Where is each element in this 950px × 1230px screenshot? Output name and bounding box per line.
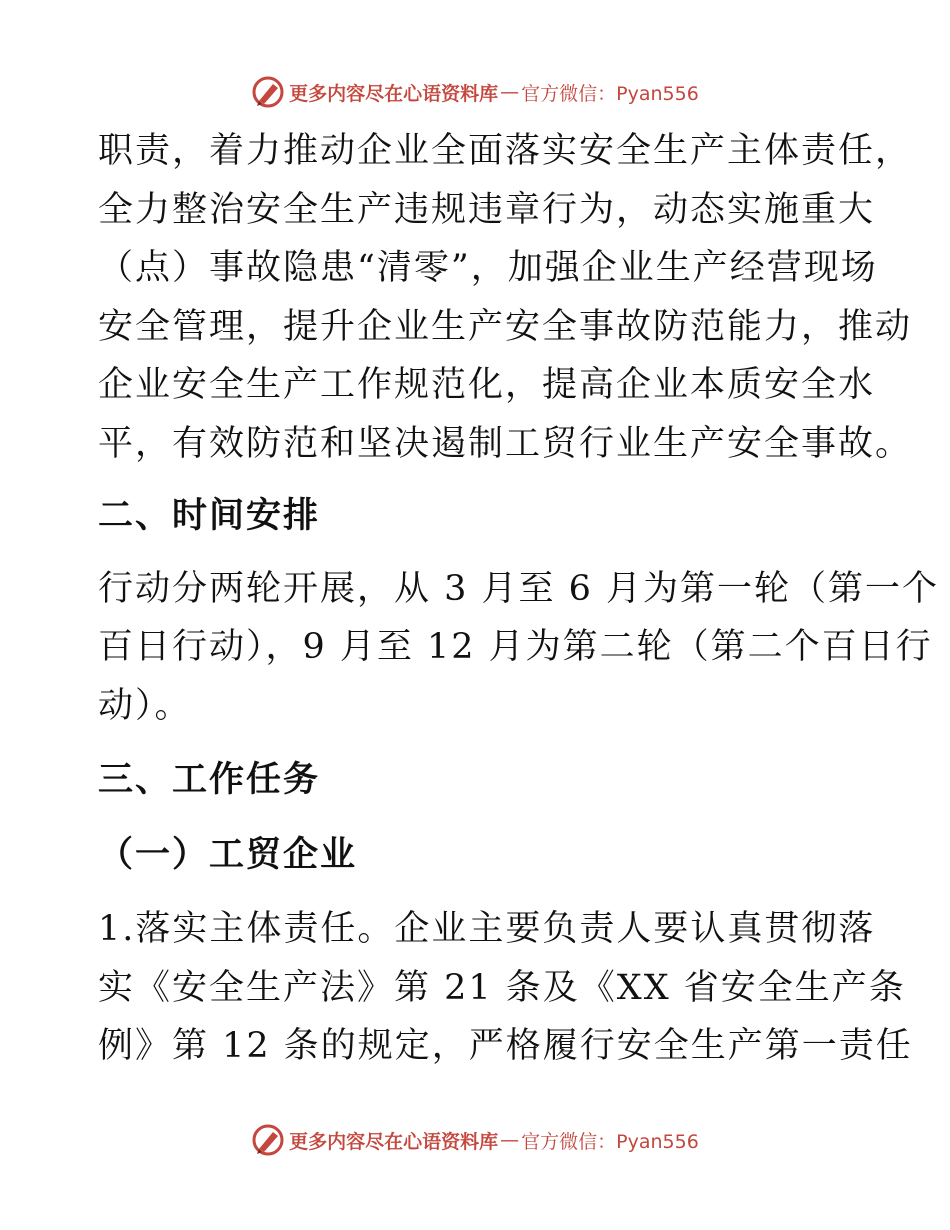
text-line: 动）。 [98,685,192,726]
text-line: 百日行动），9 月至 12 月为第二轮（第二个百日行 [98,627,933,667]
footer-watermark [0,1120,950,1160]
text-line: 全力整治安全生产违规违章行为，动态实施重大 [98,189,876,230]
text-line: 职责，着力推动企业全面落实安全生产主体责任， [98,131,913,171]
text-line: （点）事故隐患“清零”，加强企业生产经营现场 [98,248,878,288]
header-watermark [0,72,950,112]
subsection-heading-enterprises: （一）工贸企业 [98,833,358,875]
watermark-separator: — [500,81,520,103]
text-line: 实《安全生产法》第 21 条及《XX 省安全生产条 [98,967,906,1008]
text-line: 1.落实主体责任。企业主要负责人要认真贯彻落 [98,909,876,949]
text-line: 企业安全生产工作规范化，提高企业本质安全水 [98,365,876,405]
watermark-brand: 更多内容尽在心语资料库 [289,82,499,105]
watermark-separator: — [500,1129,520,1151]
watermark-wechat: 官方微信：Pyan556 [521,1130,699,1153]
document-body [98,122,940,1076]
paragraph-schedule [98,560,940,736]
watermark-wechat: 官方微信：Pyan556 [521,82,699,105]
paragraph-responsibility [98,900,913,1076]
text-line: 行动分两轮开展，从 3 月至 6 月为第一轮（第一个 [98,568,940,609]
section-heading-schedule: 二、时间安排 [98,495,321,536]
pen-logo-icon [251,75,285,109]
text-line: 安全管理，提升企业生产安全事故防范能力，推动 [98,306,913,347]
pen-logo-icon [251,1123,285,1157]
text-line: 例》第 12 条的规定，严格履行安全生产第一责任 [98,1026,913,1066]
text-line: 平，有效防范和坚决遏制工贸行业生产安全事故。 [98,423,913,464]
section-heading-tasks: 三、工作任务 [98,759,321,800]
watermark-brand: 更多内容尽在心语资料库 [289,1130,499,1153]
paragraph-duties [98,122,913,473]
